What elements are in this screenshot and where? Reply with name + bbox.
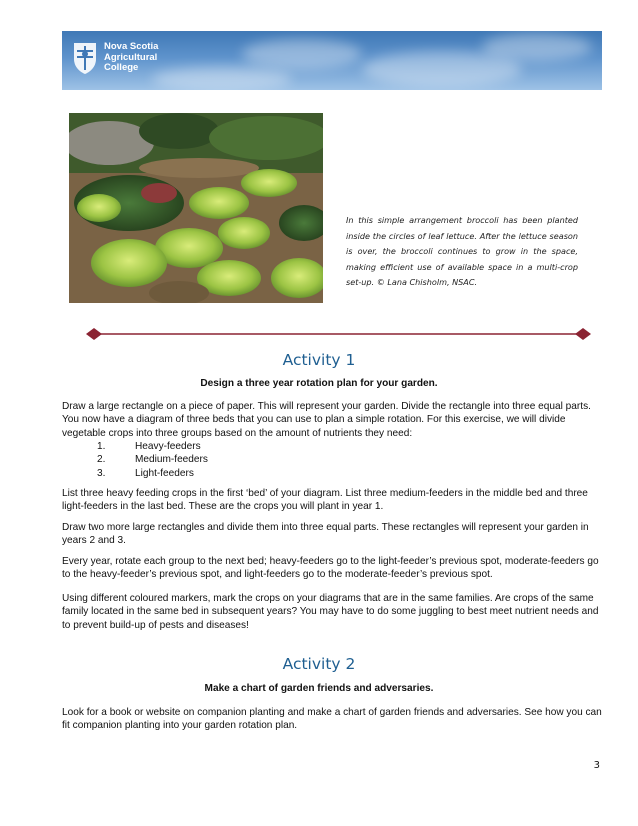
list-item-label: Medium-feeders (135, 454, 208, 466)
activity-1-intro: Draw a large rectangle on a piece of paper. This will represent your garden. Divide the rectangle into three equal parts. You now have a diagram of three beds that you can use to plan a simple rotation. For this exercise, we will divide vegetable crops into three groups based on the amount of nutrients they need: (62, 401, 591, 439)
list-item (97, 440, 208, 453)
page-number: 3 (593, 760, 600, 771)
feeder-groups-list (97, 440, 208, 480)
photo-caption: In this simple arrangement broccoli has been planted inside the circles of leaf lettuce. After the lettuce season is over, the broccoli continues to grow in the space, making efficient use of available space in a multi-crop set-up. © Lana Chisholm, NSAC. (346, 215, 578, 288)
list-item-number: 3. (97, 467, 106, 479)
activity-1-title: Activity 1 (282, 351, 356, 369)
logo-line-3: College (104, 62, 139, 73)
list-item (97, 453, 208, 466)
activity-1-subtitle: Design a three year rotation plan for your garden. (200, 378, 438, 389)
list-item-label: Light-feeders (135, 467, 194, 479)
divider-left-diamond (86, 328, 102, 340)
divider-right-diamond (575, 328, 591, 340)
activity-1-paragraph-5: Using different coloured markers, mark the crops on your diagrams that are in the same families. Are crops of the same family located in the same bed in subsequent years? You may have to do some juggling to best meet nutrient needs and to prevent build-up of pests and diseases! (62, 593, 599, 631)
list-item-number: 2. (97, 454, 106, 466)
logo-line-2: Agricultural (104, 51, 158, 63)
header-banner (62, 31, 602, 90)
activity-1-paragraph-2: List three heavy feeding crops in the first ‘bed’ of your diagram. List three medium-feeders in the middle bed and three light-feeders in the last bed. These are the crops you will plant in year 1. (62, 488, 588, 513)
college-logo-text (104, 42, 158, 74)
activity-2-paragraph-1: Look for a book or website on companion planting and make a chart of garden friends and adversaries. See how you can fit companion planting into your garden rotation plan. (62, 707, 602, 732)
section-divider (86, 326, 591, 342)
logo-line-1: Nova Scotia (104, 41, 159, 52)
activity-2-subtitle: Make a chart of garden friends and adversaries. (204, 683, 434, 694)
activity-2-title: Activity 2 (282, 655, 356, 673)
list-item-number: 1. (97, 441, 106, 452)
garden-photo (69, 113, 323, 303)
college-shield-icon (72, 41, 98, 75)
list-item-label: Heavy-feeders (135, 441, 201, 452)
list-item (97, 467, 208, 480)
activity-1-paragraph-4: Every year, rotate each group to the next bed; heavy-feeders go to the light-feeder’s previous spot, moderate-feeders go to the heavy-feeder’s previous spot, and light-feeders go to the moderate-feeder’s previous spot. (62, 556, 599, 581)
activity-1-paragraph-3: Draw two more large rectangles and divide them into three equal parts. These rectangles will represent your garden in years 2 and 3. (62, 522, 589, 547)
